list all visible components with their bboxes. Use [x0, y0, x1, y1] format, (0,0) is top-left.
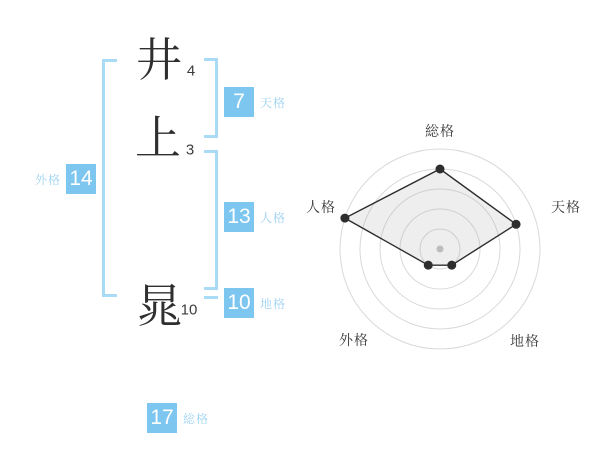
- given-name-char-strokes: 10: [180, 301, 198, 319]
- tenkaku-label: 天格: [260, 95, 287, 110]
- surname-char-1: 井: [136, 34, 182, 86]
- surname-char-1-strokes: 4: [186, 62, 196, 80]
- radar-label-tenkaku: 天格: [551, 199, 581, 215]
- tenkaku-value-badge: 7: [224, 87, 254, 117]
- gaikaku-unit: [35, 164, 96, 194]
- surname-char-2-strokes: 3: [185, 141, 195, 159]
- gaikaku-value-badge: 14: [66, 164, 96, 194]
- jinkaku-bracket: [204, 150, 218, 290]
- chikaku-value-badge: 10: [224, 288, 254, 318]
- surname-char-2: 上: [135, 112, 181, 164]
- chikaku-tick: [204, 296, 218, 299]
- soukaku-label: 総格: [183, 411, 210, 426]
- given-name-char: 晁: [136, 280, 182, 332]
- soukaku-value-badge: 17: [147, 403, 177, 433]
- radar-label-chikaku: 地格: [510, 333, 540, 349]
- soukaku-unit: [147, 403, 209, 433]
- gaikaku-label: 外格: [35, 172, 62, 187]
- chikaku-unit: [224, 288, 286, 318]
- gaikaku-bracket: [102, 59, 117, 297]
- tenkaku-bracket: [204, 58, 218, 138]
- jinkaku-unit: [224, 202, 286, 232]
- jinkaku-value-badge: 13: [224, 202, 254, 232]
- chikaku-label: 地格: [260, 296, 287, 311]
- radar-label-gaikaku: 外格: [339, 332, 369, 348]
- radar-label-jinkaku: 人格: [306, 199, 336, 215]
- jinkaku-label: 人格: [260, 210, 287, 225]
- radar-label-soukaku: 総格: [425, 123, 455, 139]
- tenkaku-unit: [224, 87, 286, 117]
